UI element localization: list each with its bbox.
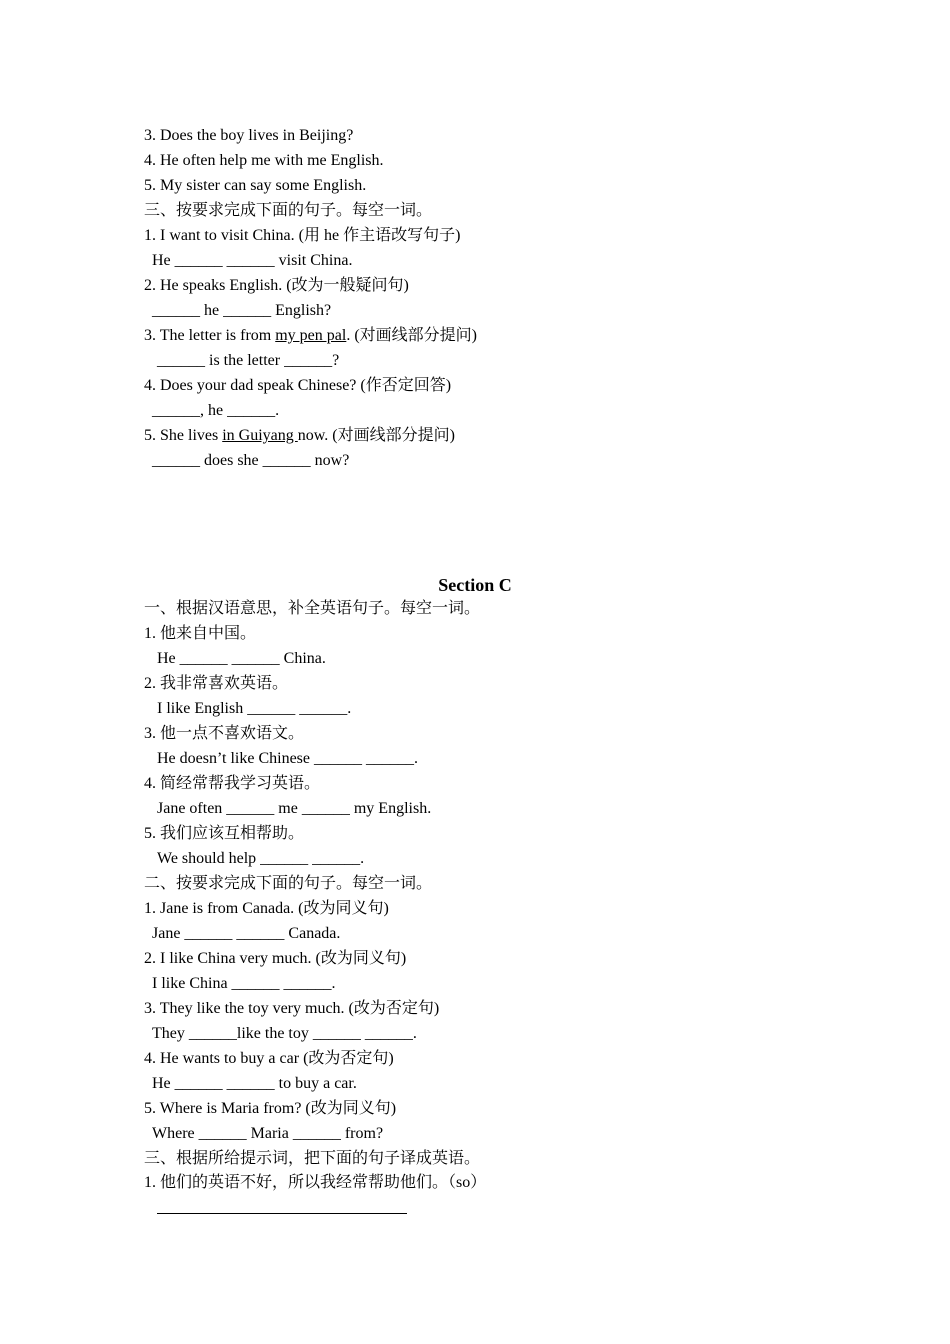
part1-item-1-english: He ______ ______ China. (157, 650, 326, 667)
part2-item-5-answer: Where ______ Maria ______ from? (152, 1125, 384, 1142)
part3-item-1-prompt: 1. 他们的英语不好，所以我经常帮助他们。（so） (144, 1174, 487, 1191)
part1-item-2-english: I like English ______ ______. (157, 700, 352, 717)
part2-item-4-prompt: 4. He wants to buy a car (改为否定句) (144, 1050, 394, 1067)
q3-item-2-prompt: 2. He speaks English. (改为一般疑问句) (144, 277, 409, 294)
q3-item-3-prompt: 3. The letter is from my pen pal. (对画线部分提问) (144, 327, 477, 344)
q3-item-1-answer: He ______ ______ visit China. (152, 252, 353, 269)
part2-item-4-answer: He ______ ______ to buy a car. (152, 1075, 357, 1092)
q3-item-5-prompt: 5. She lives in Guiyang now. (对画线部分提问) (144, 427, 455, 444)
part1-item-1-chinese: 1. 他来自中国。 (144, 625, 257, 642)
part1-item-5-english: We should help ______ ______. (157, 850, 365, 867)
part2-item-1-answer: Jane ______ ______ Canada. (152, 925, 341, 942)
q3-item-4-prompt: 4. Does your dad speak Chinese? (作否定回答) (144, 377, 452, 394)
q3-item-4-answer: ______, he ______. (152, 402, 280, 419)
underlined-phrase: my pen pal (275, 327, 347, 344)
q3-item-3-answer: ______ is the letter ______? (157, 352, 340, 369)
underlined-phrase: in Guiyang (222, 427, 298, 444)
sentence-item-4: 4. He often help me with me English. (144, 152, 384, 169)
section-c-part2-heading: 二、按要求完成下面的句子。每空一词。 (144, 875, 433, 892)
part1-item-4-chinese: 4. 简经常帮我学习英语。 (144, 775, 321, 792)
answer-blank-line (157, 1213, 407, 1214)
sentence-item-3: 3. Does the boy lives in Beijing? (144, 127, 354, 144)
part2-item-5-prompt: 5. Where is Maria from? (改为同义句) (144, 1100, 397, 1117)
part1-item-3-chinese: 3. 他一点不喜欢语文。 (144, 725, 305, 742)
section-c-part1-heading: 一、根据汉语意思，补全英语句子。每空一词。 (144, 600, 481, 617)
sentence-item-5: 5. My sister can say some English. (144, 177, 367, 194)
part1-item-4-english: Jane often ______ me ______ my English. (157, 800, 432, 817)
q3-item-1-prompt: 1. I want to visit China. (用 he 作主语改写句子) (144, 227, 461, 244)
part2-item-2-answer: I like China ______ ______. (152, 975, 336, 992)
part3-heading: 三、按要求完成下面的句子。每空一词。 (144, 202, 433, 219)
part2-item-3-prompt: 3. They like the toy very much. (改为否定句) (144, 1000, 440, 1017)
q3-item-5-answer: ______ does she ______ now? (152, 452, 350, 469)
part2-item-2-prompt: 2. I like China very much. (改为同义句) (144, 950, 407, 967)
part1-item-5-chinese: 5. 我们应该互相帮助。 (144, 825, 305, 842)
part2-item-1-prompt: 1. Jane is from Canada. (改为同义句) (144, 900, 389, 917)
section-title: Section C (438, 575, 512, 595)
q3-item-2-answer: ______ he ______ English? (152, 302, 332, 319)
part1-item-2-chinese: 2. 我非常喜欢英语。 (144, 675, 289, 692)
part1-item-3-english: He doesn’t like Chinese ______ ______. (157, 750, 419, 767)
section-c-part3-heading: 三、根据所给提示词，把下面的句子译成英语。 (144, 1150, 481, 1167)
part2-item-3-answer: They ______like the toy ______ ______. (152, 1025, 417, 1042)
